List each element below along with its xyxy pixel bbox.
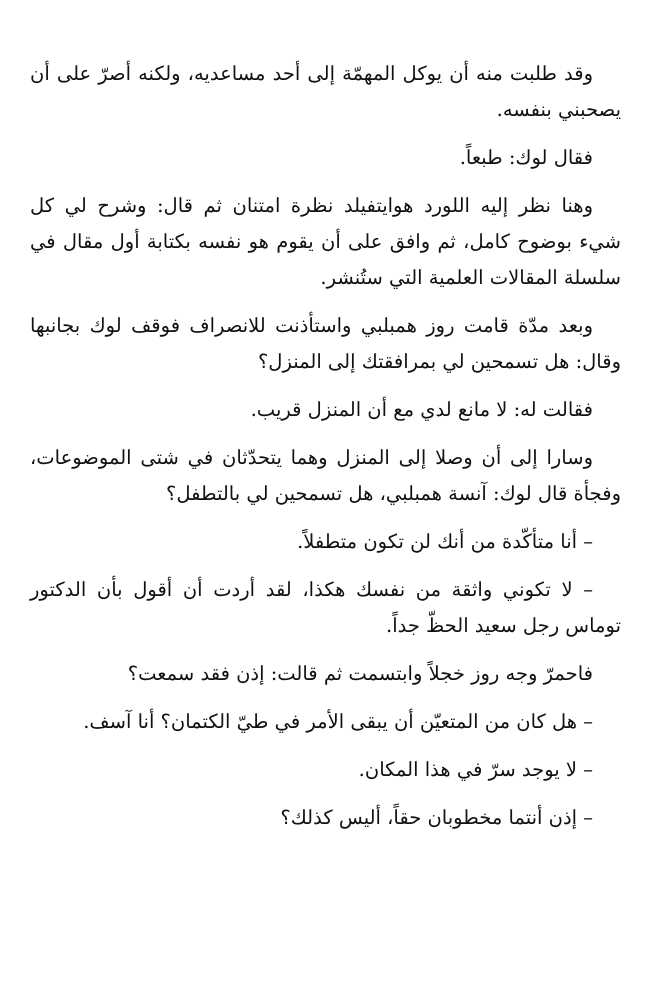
paragraph-7: فاحمرّ وجه روز خجلاً وابتسمت ثم قالت: إذن فقد سمعت؟ — [127, 662, 593, 685]
dialogue-line-3: – هل كان من المتعيّن أن يبقى الأمر في طيّ الكتمان؟ أنا آسف. — [83, 710, 593, 733]
paragraph-4: وبعد مدّة قامت روز همبلبي واستأذنت للانصراف فوقف لوك بجانبها وقال: هل تسمحين لي بمرافقتك إلى المنزل؟ — [30, 314, 621, 373]
paragraph-6: وسارا إلى أن وصلا إلى المنزل وهما يتحدّثان في شتى الموضوعات، وفجأة قال لوك: آنسة همبلبي، هل تسمحين لي بالتطفل؟ — [30, 446, 621, 505]
dialogue-line-2: – لا تكوني واثقة من نفسك هكذا، لقد أردت أن أقول بأن الدكتور توماس رجل سعيد الحظّ جداً. — [30, 578, 621, 637]
dialogue-line-1: – أنا متأكّدة من أنك لن تكون متطفلاً. — [297, 530, 593, 553]
dialogue-line-5: – إذن أنتما مخطوبان حقاً، أليس كذلك؟ — [280, 806, 593, 829]
paragraph-3: وهنا نظر إليه اللورد هوايتفيلد نظرة امتنان ثم قال: وشرح لي كل شيء بوضوح كامل، ثم وافق على أن يقوم هو نفسه بكتابة أول مقال في سلسلة المقالات العلمية التي ستُنشر. — [30, 194, 621, 289]
paragraph-1: وقد طلبت منه أن يوكل المهمّة إلى أحد مساعديه، ولكنه أصرّ على أن يصحبني بنفسه. — [30, 62, 621, 121]
book-page — [30, 56, 621, 848]
dialogue-line-4: – لا يوجد سرّ في هذا المكان. — [358, 758, 593, 781]
paragraph-2: فقال لوك: طبعاً. — [459, 146, 593, 169]
paragraph-5: فقالت له: لا مانع لدي مع أن المنزل قريب. — [250, 398, 593, 421]
